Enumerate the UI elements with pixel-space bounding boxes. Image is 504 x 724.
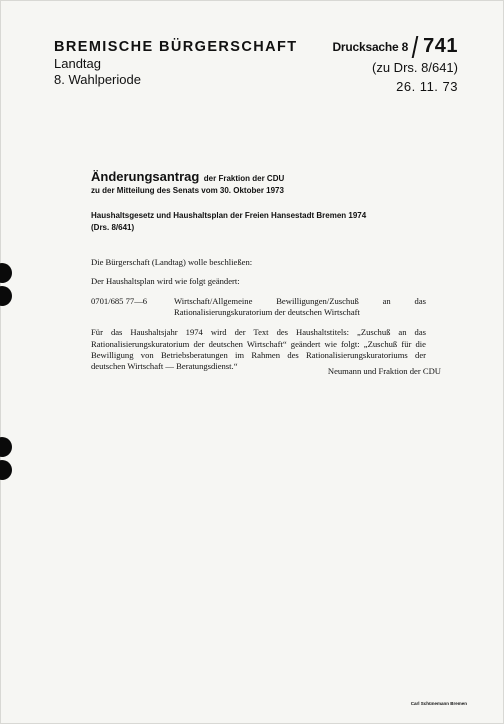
budget-item-title — [174, 296, 426, 319]
budget-item-title-line — [174, 296, 426, 307]
header-left — [54, 38, 297, 89]
budget-item-title-line: Rationalisierungskuratorium der deutschen Wirtschaft — [174, 307, 360, 318]
motion-subtitle: zu der Mitteilung des Senats vom 30. Oktober 1973 — [91, 186, 284, 196]
bill-title — [91, 210, 421, 234]
title-word: Wirtschaft/Allgemeine — [174, 295, 253, 306]
bill-reference: (Drs. 8/641) — [91, 223, 135, 232]
amendment-intro: Der Haushaltsplan wird wie folgt geändert: — [91, 276, 240, 287]
drucksache-row — [332, 35, 458, 58]
printer-imprint: Carl Schünemann Bremen — [410, 701, 467, 706]
punch-hole — [0, 263, 12, 283]
motion-heading — [91, 168, 284, 196]
amendment-text: Für das Haushaltsjahr 1974 wird der Text des Haushaltstitels: „Zuschuß an das Rationalisierungskuratorium der deutschen Wirtschaft“ geändert wie folgt: „Zuschuß für die Bewilligung von Betriebsberatungen im Rahmen des Rationalisierungskuratoriums der deutschen Wirtschaft — Beratungsdienst.“ — [91, 327, 426, 372]
bill-title-line: Haushaltsgesetz und Haushaltsplan der Freien Hansestadt Bremen 1974 — [91, 211, 367, 220]
motion-submitter: der Fraktion der CDU — [203, 174, 285, 183]
institution-name: BREMISCHE BÜRGERSCHAFT — [54, 39, 298, 55]
slash-divider — [412, 36, 419, 58]
title-word: Bewilligungen/Zuschuß — [276, 295, 359, 306]
punch-hole — [0, 286, 12, 306]
title-word: das — [414, 295, 426, 306]
reference-number: (zu Drs. 8/641) — [372, 60, 458, 75]
document-body — [91, 257, 426, 373]
motion-title: Änderungsantrag — [91, 169, 200, 184]
drucksache-label: Drucksache 8 — [332, 39, 409, 54]
resolution-intro: Die Bürgerschaft (Landtag) wolle beschließen: — [91, 257, 253, 267]
amendment-entry — [91, 296, 426, 319]
punch-hole — [0, 460, 12, 480]
header-right — [332, 35, 458, 94]
budget-item-code: 0701/685 77—6 — [91, 295, 148, 306]
title-word: an — [382, 295, 391, 306]
signature: Neumann und Fraktion der CDU — [327, 366, 441, 376]
drucksache-number: 741 — [423, 35, 458, 57]
chamber-name: Landtag — [54, 56, 101, 72]
punch-hole — [0, 437, 12, 457]
document-date: 26. 11. 73 — [396, 79, 458, 94]
legislative-period: 8. Wahlperiode — [54, 72, 141, 88]
